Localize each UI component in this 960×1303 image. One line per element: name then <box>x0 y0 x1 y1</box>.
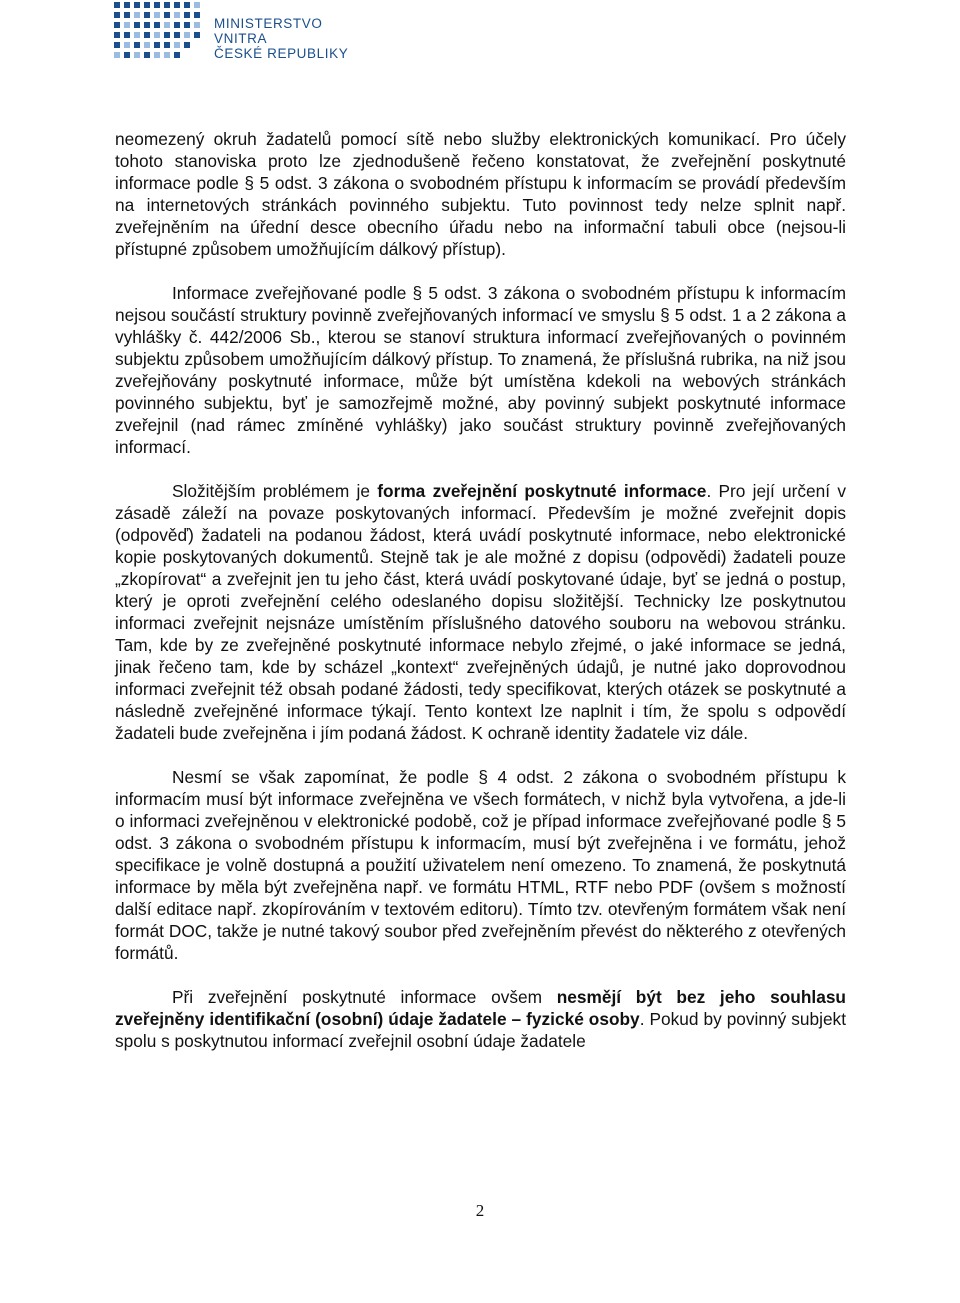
paragraph-1: neomezený okruh žadatelů pomocí sítě nebo služby elektronických komunikací. Pro účely tohoto stanoviska proto lze zjednodušeně řečeno konstatovat, že zveřejnění poskytnuté informace podle § 5 odst. 3 zákona o svobodném přístupu k informacím se provádí především na internetových stránkách povinného subjektu. Tuto povinnost tedy nelze splnit např. zveřejněním na úřední desce obecního úřadu nebo na informační tabuli obce (nejsou-li přístupné způsobem umožňujícím dálkový přístup). <box>115 129 846 259</box>
paragraph-5-bold: nesmějí být bez jeho souhlasu zveřejněny identifikační (osobní) údaje žadatele – fyzické osoby <box>115 987 846 1029</box>
logo-line-2: ČESKÉ REPUBLIKY <box>214 46 349 61</box>
ministry-logo <box>114 0 364 62</box>
paragraph-4: Nesmí se však zapomínat, že podle § 4 odst. 2 zákona o svobodném přístupu k informacím musí být informace zveřejněna ve všech formátech, v nichž byla vytvořena, a jde-li o informaci zveřejněnou v elektronické podobě, což je případ informace zveřejňované podle § 5 odst. 3 zákona o svobodném přístupu k informacím, musí být zveřejněna i ve formátu, jehož specifikace je volně dostupná a použití uživatelem není omezeno. To znamená, že poskytnutá informace by měla být zveřejněna např. ve formátu HTML, RTF nebo PDF (ovšem s možností další editace např. zkopírováním v textovém editoru). Tímto tzv. otevřeným formátem však není formát DOC, takže je nutné takový soubor před zveřejněním převést do některého z otevřených formátů. <box>115 767 846 963</box>
paragraph-3 <box>115 480 846 744</box>
paragraph-5 <box>115 986 846 1052</box>
paragraph-5-text-b: . Pokud by povinný subjekt spolu s poskytnutou informací zveřejnil osobní údaje žadatele <box>115 1009 846 1051</box>
paragraph-3-bold: forma zveřejnění poskytnuté informace <box>377 481 707 501</box>
paragraph-3-text-b: . Pro její určení v zásadě záleží na povaze poskytovaných informací. Především je možné zveřejnit dopis (odpověď) žadateli na podanou žádost, která uvádí poskytnuté informace, nebo elektronické kopie poskytovaných dokumentů. Stejně tak je ale možné z dopisu (odpovědi) žadateli pouze „zkopírovat“ a zveřejnit jen tu jeho část, která uvádí poskytované údaje, byť se jedná o postup, který je oproti zveřejnění celého odeslaného dopisu složitější. Technicky lze poskytnutou informaci zveřejnit nejsnáze umístěním příslušného datového souboru na webovou stránku. Tam, kde by ze zveřejněné poskytnuté informace nebylo zřejmé, o jaké informace se jedná, jinak řečeno tam, kde by scházel „kontext“ zveřejněných údajů, je nutné jako doprovodnou informaci zveřejnit též obsah podané žádosti, tedy specifikovat, kterých otázek se poskytnuté a následně zveřejněné informace týkají. Tento kontext lze naplnit i tím, že spolu s odpovědí žadateli bude zveřejněna i jím podaná žádost. K ochraně identity žadatele viz dále. <box>115 481 847 743</box>
logo-line-1: MINISTERSTVO VNITRA <box>214 16 323 46</box>
paragraph-2: Informace zveřejňované podle § 5 odst. 3 zákona o svobodném přístupu k informacím nejsou součástí struktury povinně zveřejňovaných informací ve smyslu § 5 odst. 1 a 2 zákona a vyhlášky č. 442/2006 Sb., kterou se stanoví struktura informací zveřejňovaných o povinném subjektu způsobem umožňujícím dálkový přístup. To znamená, že příslušná rubrika, na niž jsou zveřejňovány poskytnuté informace, může být umístěna kdekoli na webových stránkách povinného subjektu, byť je samozřejmě možné, aby povinný subjekt poskytnuté informace zveřejnil (nad rámec zmíněné vyhlášky) jako součást struktury povinně zveřejňovaných informací. <box>115 283 846 457</box>
page-number: 2 <box>475 1201 485 1220</box>
document-body <box>115 128 846 1052</box>
paragraph-3-text-a: Složitějším problémem je <box>172 481 378 501</box>
paragraph-5-text-a: Při zveřejnění poskytnuté informace ovšem <box>172 987 557 1007</box>
ministry-logo-icon <box>114 0 210 62</box>
logo-text <box>214 16 364 61</box>
